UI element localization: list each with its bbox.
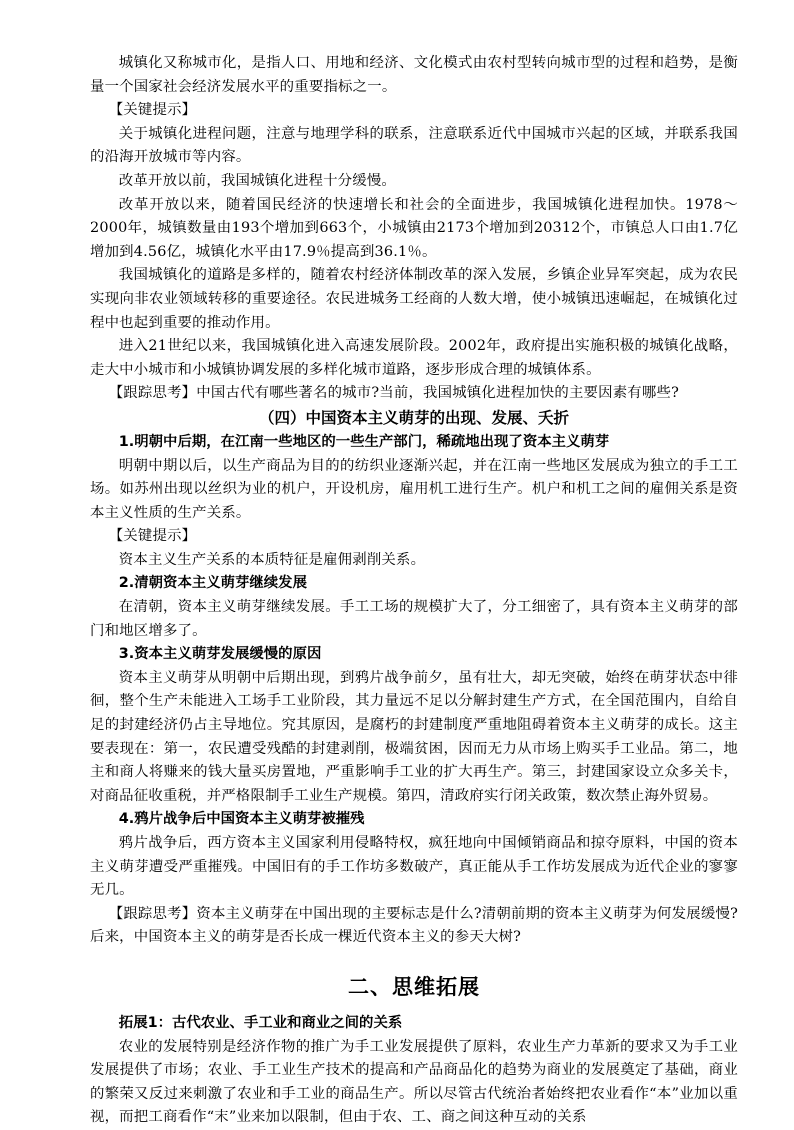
paragraph-agri-craft-commerce: 农业的发展特别是经济作物的推广为手工业发展提供了原料，农业生产力革新的要求又为手工业发展提供了市场；农业、手工业生产技术的提高和产品商品化的趋势为商业的发展奠定了基础，商业的繁荣又反过来刺激了农业和手工业的商品生产。所以尽管古代统治者始终把农业看作“本”业加以重视，而把工商看作“末”业来加以限制，但由于农、工、商之间这种互动的关系 <box>90 1038 738 1126</box>
section-heading-thinking-extension: 二、思维拓展 <box>348 974 480 999</box>
paragraph-key-hint-urbanization: 关于城镇化进程问题，注意与地理学科的联系，注意联系近代中国城市兴起的区域，并联系我国的沿海开放城市等内容。 <box>90 125 738 166</box>
paragraph-21st-century: 进入21世纪以来，我国城镇化进入高速发展阶段。2002年，政府提出实施积极的城镇化战略，走大中小城市和小城镇协调发展的多样化城市道路，逐步形成合理的城镇体系。 <box>90 338 738 378</box>
subheading-post-opium-war: 4.鸦片战争后中国资本主义萌芽被摧残 <box>118 811 365 828</box>
subheading-ming-sprouts: 1.明朝中后期，在江南一些地区的一些生产部门，稀疏地出现了资本主义萌芽 <box>118 433 610 450</box>
tracking-thought-2: 【跟踪思考】资本主义萌芽在中国出现的主要标志是什么?清朝前期的资本主义萌芽为何发展缓慢?后来，中国资本主义的萌芽是否长成一棵近代资本主义的参天大树? <box>90 905 738 946</box>
paragraph-urbanization-definition: 城镇化又称城市化，是指人口、用地和经济、文化模式由农村型转向城市型的过程和趋势，是衡量一个国家社会经济发展水平的重要指标之一。 <box>90 55 738 95</box>
paragraph-qing-development: 在清朝，资本主义萌芽继续发展。手工工场的规模扩大了，分工细密了，具有资本主义萌芽的部门和地区增多了。 <box>90 599 738 639</box>
section-heading-capitalism-sprouts: （四）中国资本主义萌芽的出现、发展、夭折 <box>258 408 569 427</box>
key-hint-label-2: 【关键提示】 <box>108 528 197 545</box>
subheading-qing-development: 2.清朝资本主义萌芽继续发展 <box>118 575 307 592</box>
subheading-slow-reasons: 3.资本主义萌芽发展缓慢的原因 <box>118 646 322 663</box>
tracking-thought-1: 【跟踪思考】中国古代有哪些著名的城市?当前，我国城镇化进程加快的主要因素有哪些? <box>108 385 679 402</box>
subheading-extension-1: 拓展1：古代农业、手工业和商业之间的关系 <box>118 1014 403 1031</box>
paragraph-employment-relation: 资本主义生产关系的本质特征是雇佣剥削关系。 <box>118 551 426 568</box>
key-hint-label: 【关键提示】 <box>108 102 197 119</box>
paragraph-after-reform: 改革开放以来，随着国民经济的快速增长和社会的全面进步，我国城镇化进程加快。1978～2000年，城镇数量由193个增加到663个，小城镇由2173个增加到20312个，市镇总人口由1.7亿增加到4.56亿，城镇化水平由17.9％提高到36.1％。 <box>90 196 738 260</box>
paragraph-before-reform: 改革开放以前，我国城镇化进程十分缓慢。 <box>118 172 397 189</box>
paragraph-ming-textile: 明朝中期以后，以生产商品为目的的纺织业逐渐兴起，并在江南一些地区发展成为独立的手工工场。如苏州出现以丝织为业的机户，开设机房，雇用机工进行生产。机户和机工之间的雇佣关系是资本主义性质的生产关系。 <box>90 457 738 521</box>
paragraph-slow-reasons: 资本主义萌芽从明朝中后期出现，到鸦片战争前夕，虽有壮大，却无突破，始终在萌芽状态中徘徊，整个生产未能进入工场手工业阶段，其力量远不足以分解封建生产方式，在全国范围内，自给自足的封建经济仍占主导地位。究其原因，是腐朽的封建制度严重地阻碍着资本主义萌芽的成长。这主要表现在：第一，农民遭受残酷的封建剥削，极端贫困，因而无力从市场上购买手工业品。第二，地主和商人将赚来的钱大量买房置地，严重影响手工业的扩大再生产。第三，封建国家设立众多关卡，对商品征收重税，并严格限制手工业生产规模。第四，清政府实行闭关政策，数次禁止海外贸易。 <box>90 669 738 804</box>
paragraph-urbanization-paths: 我国城镇化的道路是多样的，随着农村经济体制改革的深入发展，乡镇企业异军突起，成为农民实现向非农业领域转移的重要途径。农民进城务工经商的人数大增，使小城镇迅速崛起，在城镇化过程中也起到重要的推动作用。 <box>90 267 738 331</box>
paragraph-post-opium-war: 鸦片战争后，西方资本主义国家利用侵略特权，疯狂地向中国倾销商品和掠夺原料，中国的资本主义萌芽遭受严重摧残。中国旧有的手工作坊多数破产，真正能从手工作坊发展成为近代企业的寥寥无几。 <box>90 835 738 899</box>
